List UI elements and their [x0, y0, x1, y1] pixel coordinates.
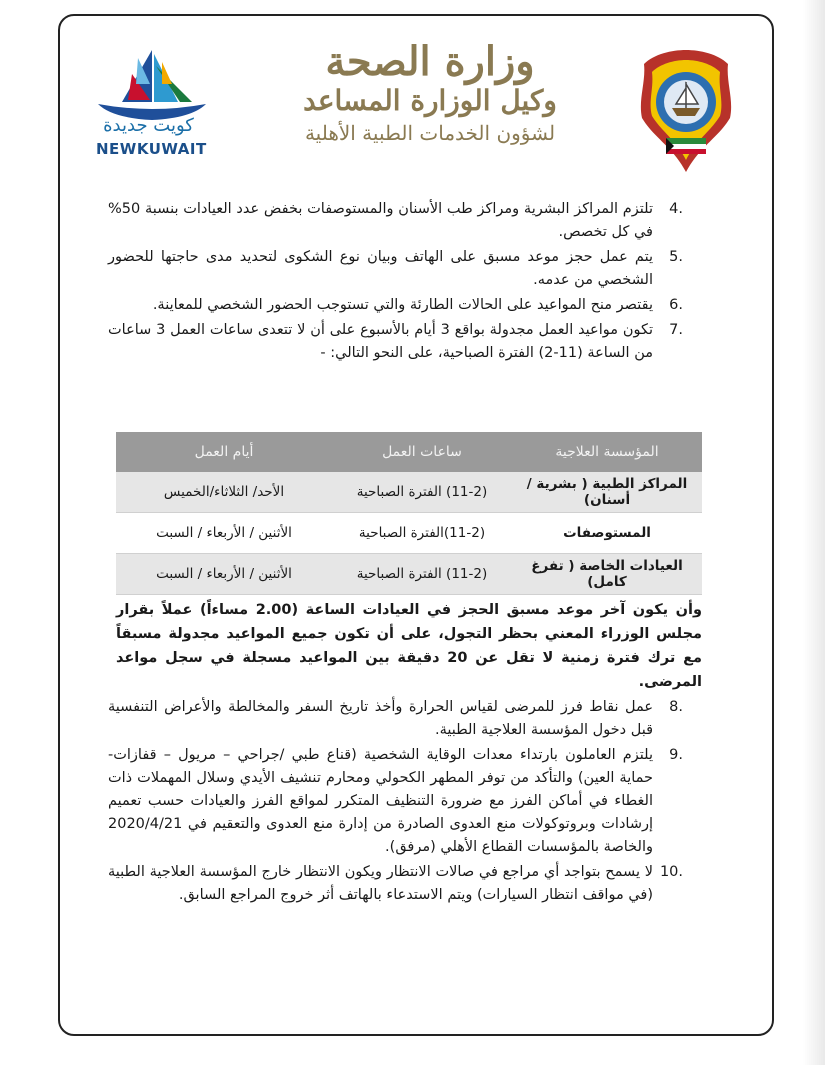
- header-days: أيام العمل: [116, 432, 332, 472]
- new-kuwait-arabic: كويت جديدة: [103, 115, 194, 136]
- list-item: [108, 319, 683, 365]
- item-number: 7.: [669, 322, 683, 338]
- cell-hours: (11-2) الفترة الصباحية: [332, 554, 512, 595]
- header-institution: المؤسسة العلاجية: [512, 432, 702, 472]
- department-title: لشؤون الخدمات الطبية الأهلية: [304, 121, 556, 145]
- list-item: [108, 198, 683, 244]
- item-text: يتم عمل حجز موعد مسبق على الهاتف وبيان نوع الشكوى لتحديد مدى حاجتها للحضور الشخصي من عدمه.: [108, 249, 653, 288]
- table-header-row: [116, 432, 702, 472]
- cell-days: الأحد/ الثلاثاء/الخميس: [116, 472, 332, 513]
- table-row: [116, 554, 702, 595]
- items-bottom: [108, 696, 683, 909]
- header-hours: ساعات العمل: [332, 432, 512, 472]
- item-number: 5.: [669, 249, 683, 265]
- list-item: [108, 744, 683, 859]
- table-row: [116, 513, 702, 554]
- list-item: [108, 696, 683, 742]
- item-number: 10.: [659, 864, 683, 880]
- list-item: [108, 246, 683, 292]
- cell-institution: المراكز الطبية ( بشرية / أسنان): [512, 472, 702, 513]
- item-number: 9.: [669, 747, 683, 763]
- item-number: 4.: [669, 201, 683, 217]
- cell-days: الأثنين / الأربعاء / السبت: [116, 554, 332, 595]
- item-text: تلتزم المراكز البشرية ومراكز طب الأسنان والمستوصفات بخفض عدد العيادات بنسبة 50% في كل تخصص.: [108, 201, 653, 240]
- item-text: تكون مواعيد العمل مجدولة بواقع 3 أيام بالأسبوع على أن لا تتعدى ساعات العمل 3 ساعات من الساعة (11-2) الفترة الصباحية، على النحو التالي: -: [108, 322, 654, 361]
- item-number: 8.: [669, 699, 683, 715]
- cell-hours: (11-2) الفترة الصباحية: [332, 472, 512, 513]
- item-text: يلتزم العاملون بارتداء معدات الوقاية الشخصية (قناع طبي /جراحي – مريول – قفازات- حماية العين) والتأكد من توفر المطهر الكحولي ومحارم تنشيف الأيدي وسلال المهملات ذات الغطاء في أماكن الفرز مع ضرورة التنظيف المتكرر لمواقع الفرز والعيادات حسب تعميم إرشادات وبروتوكولات منع العدوى الصادرة من إدارة منع العدوى والتعقيم في 2020/4/21 والخاصة بالمؤسسات القطاع الأهلي (مرفق).: [108, 747, 653, 855]
- table-row: [116, 472, 702, 513]
- item-text: يقتصر منح المواعيد على الحالات الطارئة والتي تستوجب الحضور الشخصي للمعاينة.: [152, 297, 653, 313]
- kuwait-emblem-icon: [632, 42, 740, 174]
- cell-institution: العيادات الخاصة ( تفرغ كامل): [512, 554, 702, 595]
- ministry-header: [300, 40, 560, 170]
- cell-days: الأثنين / الأربعاء / السبت: [116, 513, 332, 554]
- list-item: [108, 294, 683, 317]
- undersecretary-title: وكيل الوزارة المساعد: [303, 84, 557, 117]
- appointment-note: وأن يكون آخر موعد مسبق الحجز في العيادات الساعة (2.00 مساءاً) عملاً بقرار مجلس الوزراء المعني بحظر التجول، على أن تكون جميع المواعيد مجدولة مسبقاً مع ترك فترة زمنية لا تقل عن 20 دقيقة بين المواعيد مسجلة في سجل مواعد المرضى.: [116, 602, 703, 690]
- new-kuwait-english: NEWKUWAIT: [96, 140, 207, 158]
- cell-institution: المستوصفات: [512, 513, 702, 554]
- schedule-table: [116, 432, 702, 595]
- list-item: [108, 861, 683, 907]
- ministry-title: وزارة الصحة: [325, 38, 535, 85]
- cell-hours: (11-2)الفترة الصباحية: [332, 513, 512, 554]
- items-top: [108, 198, 683, 367]
- item-number: 6.: [669, 297, 683, 313]
- item-text: لا يسمح بتواجد أي مراجع في صالات الانتظار ويكون الانتظار خارج المؤسسة العلاجية الطبية (في مواقف انتظار السيارات) ويتم الاستدعاء بالهاتف أثر خروج المراجع السابق.: [108, 864, 653, 903]
- item-text: عمل نقاط فرز للمرضى لقياس الحرارة وأخذ تاريخ السفر والمخالطة والأعراض التنفسية قبل دخول المؤسسة العلاجية الطبية.: [108, 699, 653, 738]
- page-edge-shadow: [803, 0, 825, 1065]
